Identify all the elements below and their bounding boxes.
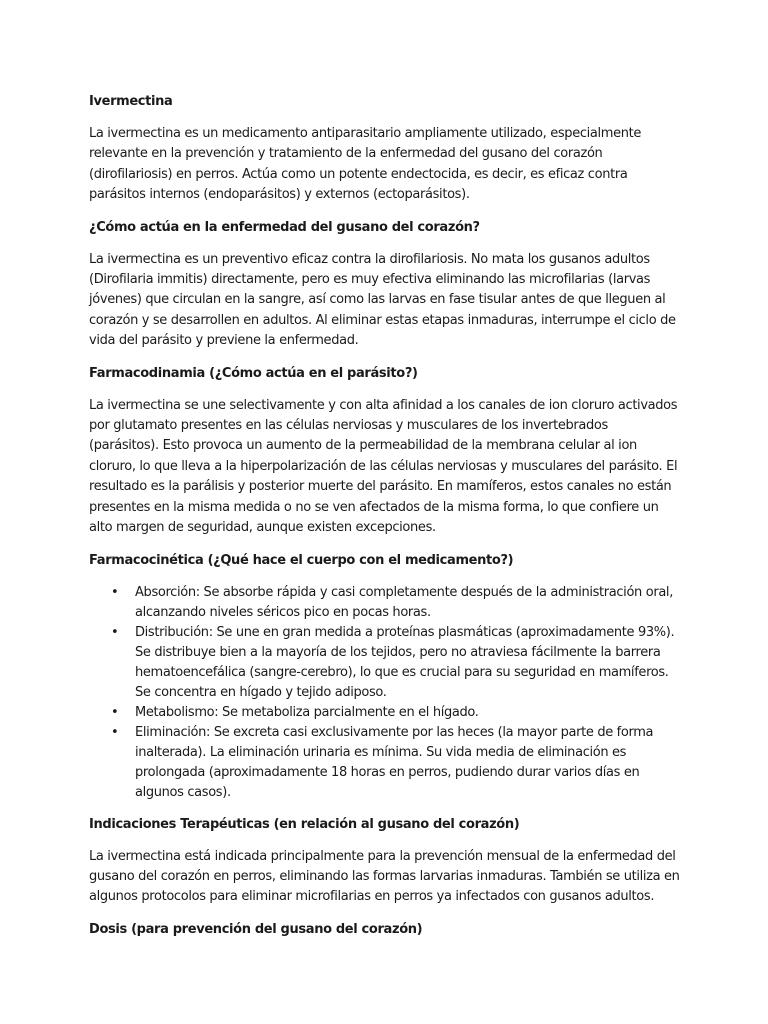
list-item-text: Distribución: Se une en gran medida a proteínas plasmáticas (aproximadamente 93%). Se distribuye bien a la mayoría de los tejidos, pero no atraviesa fácilmente la barrera hematoencefálica (sangre-cerebro), lo que es crucial para su seguridad en mamíferos. Se concentra en hígado y tejido adiposo. <box>135 624 675 700</box>
bullet-icon: • <box>111 704 119 720</box>
bullet-icon: • <box>111 724 119 740</box>
section-heading-mechanism: ¿Cómo actúa en la enfermedad del gusano del corazón? <box>89 219 480 235</box>
section-heading-dosage: Dosis (para prevención del gusano del corazón) <box>89 921 423 937</box>
section-heading-pharmacokinetics: Farmacocinética (¿Qué hace el cuerpo con el medicamento?) <box>89 552 514 568</box>
section-paragraph-mechanism: La ivermectina es un preventivo eficaz contra la dirofilariosis. No mata los gusanos adultos (Dirofilaria immitis) directamente, pero es muy efectiva eliminando las microfilarias (larvas jóvenes) que circulan en la sangre, así como las larvas en fase tisular antes de que lleguen al corazón y se desarrollen en adultos. Al eliminar estas etapas inmaduras, interrumpe el ciclo de vida del parásito y previene la enfermedad. <box>89 251 676 349</box>
list-item <box>89 623 681 703</box>
bullet-icon: • <box>111 624 119 640</box>
section-paragraph-pharmacodynamics: La ivermectina se une selectivamente y con alta afinidad a los canales de ion cloruro activados por glutamato presentes en las células nerviosas y musculares de los invertebrados (parásitos). Esto provoca un aumento de la permeabilidad de la membrana celular al ion cloruro, lo que lleva a la hiperpolarización de las células nerviosas y musculares del parásito. El resultado es la parálisis y posterior muerte del parásito. En mamíferos, estos canales no están presentes en la misma medida o no se ven afectados de la misma forma, lo que confiere un alto margen de seguridad, aunque existen excepciones. <box>89 397 678 536</box>
list-item <box>89 583 681 623</box>
list-item-text: Metabolismo: Se metaboliza parcialmente en el hígado. <box>135 704 479 720</box>
pharmacokinetics-list <box>89 583 681 803</box>
bullet-icon: • <box>111 584 119 600</box>
document-page <box>89 92 681 952</box>
list-item-text: Eliminación: Se excreta casi exclusivamente por las heces (la mayor parte de forma inalterada). La eliminación urinaria es mínima. Su vida media de eliminación es prolongada (aproximadamente 18 horas en perros, pudiendo durar varios días en algunos casos). <box>135 724 654 800</box>
list-item <box>89 703 681 723</box>
intro-paragraph: La ivermectina es un medicamento antiparasitario ampliamente utilizado, especialmente relevante en la prevención y tratamiento de la enfermedad del gusano del corazón (dirofilariosis) en perros. Actúa como un potente endectocida, es decir, es eficaz contra parásitos internos (endoparásitos) y externos (ectoparásitos). <box>89 126 642 203</box>
document-title: Ivermectina <box>89 94 173 109</box>
section-paragraph-indications: La ivermectina está indicada principalmente para la prevención mensual de la enfermedad del gusano del corazón en perros, eliminando las formas larvarias inmaduras. También se utiliza en algunos protocolos para eliminar microfilarias en perros ya infectados con gusanos adultos. <box>89 848 680 905</box>
list-item-text: Absorción: Se absorbe rápida y casi completamente después de la administración oral, alcanzando niveles séricos pico en pocas horas. <box>135 584 673 620</box>
list-item <box>89 723 681 803</box>
section-heading-pharmacodynamics: Farmacodinamia (¿Cómo actúa en el parásito?) <box>89 365 418 381</box>
section-heading-indications: Indicaciones Terapéuticas (en relación al gusano del corazón) <box>89 816 520 832</box>
